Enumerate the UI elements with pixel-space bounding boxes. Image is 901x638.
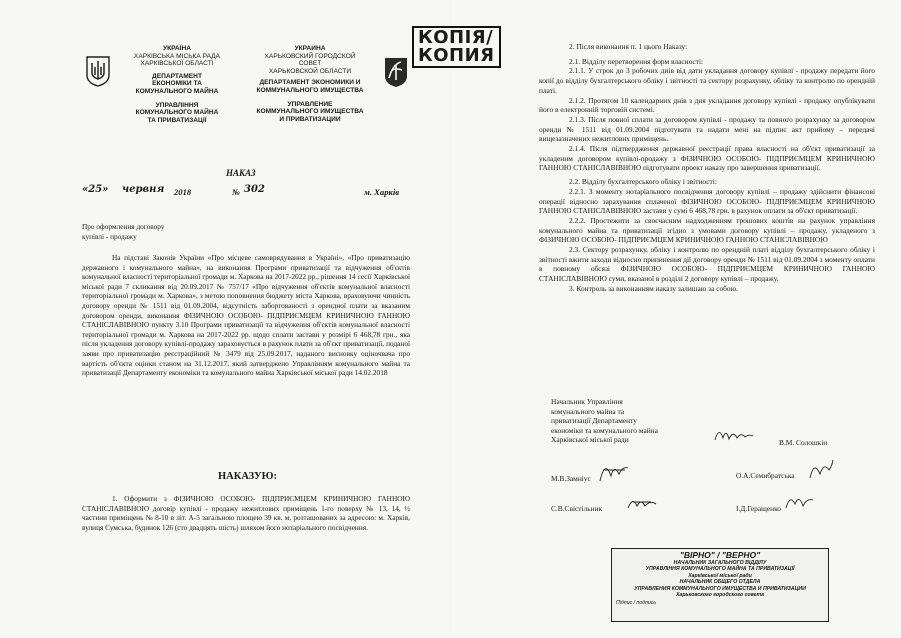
header-line: И ПРИВАТИЗАЦИИ bbox=[279, 115, 341, 123]
header-line: КОММУНАЛЬНОГО ИМУЩЕСТВА bbox=[256, 108, 364, 116]
stamp-line: УПРАВЛІННЯ КОМУНАЛЬНОГО МАЙНА ТА ПРИВАТИЗАЦІЇ bbox=[645, 566, 795, 573]
subject-line: купівлі - продажу bbox=[82, 231, 137, 241]
city: м. Харків bbox=[364, 187, 400, 197]
subject-line: Про оформлення договору bbox=[82, 222, 165, 231]
header-line: ХАРЬКОВСКОЙ ОБЛАСТИ bbox=[268, 67, 352, 75]
head-signature bbox=[711, 422, 755, 448]
header-line: УКРАИНА bbox=[294, 45, 326, 52]
header-line: КОМУНАЛЬНОГО МАЙНА bbox=[135, 87, 219, 95]
order-title: НАКАЗ bbox=[226, 168, 256, 178]
order-page-2 bbox=[451, 0, 901, 638]
head-name: В.М. Солошкін bbox=[779, 438, 828, 447]
header-ukrainian bbox=[118, 45, 236, 124]
date-day: 25 bbox=[88, 184, 103, 195]
paragraph-2-1-2: 2.1.2. Протягом 10 календарних днів з дня укладання договору купівлі - продажу опублікувати його в електронній торговій системі. bbox=[539, 95, 875, 115]
ukraine-trident-icon bbox=[84, 55, 112, 87]
header-line: ХАРКІВСЬКОЇ ОБЛАСТІ bbox=[140, 60, 214, 68]
approver-signature bbox=[807, 456, 835, 482]
signatory-line: комунального майна та bbox=[551, 406, 625, 416]
paragraph-2-1-3: 2.1.3. Після повної сплати за договором купівлі - продажу та повного розрахунку за договором оренди № 1511 від 01.09.2004 підготувати та надати мені на підпис акт прийому – передачі вищезазначених нежитлових приміщень. bbox=[539, 114, 875, 144]
header-line: КОММУНАЛЬНОГО ИМУЩЕСТВА bbox=[256, 86, 364, 94]
item-1 bbox=[82, 494, 410, 532]
instructions-block bbox=[539, 42, 875, 294]
signatory-line: Начальник Управління bbox=[551, 397, 623, 406]
header-line: КОМУНАЛЬНОГО МАЙНА bbox=[135, 109, 219, 117]
command-title: НАКАЗУЮ: bbox=[218, 471, 277, 482]
header-line: ДЕПАРТАМЕНТ ЭКОНОМИКИ И bbox=[259, 79, 361, 87]
paragraph-2: 2. Після виконання п. 1 цього Наказу: bbox=[569, 42, 688, 51]
approver-name: М.В.Замніус bbox=[551, 474, 591, 483]
paragraph-2-1-4: 2.1.4. Після підтвердження державної реєстрації права власності на об'єкт приватизації за укладеним договором купівлі-продажу з ФІЗИЧНОЮ ОСОБОЮ- ПІДПРИЄМЦЕМ КРИНИЧНОЮ ГАННОЮ СТАНІСЛАВІВНОЮ підготувати проект наказу про завершення приватизації. bbox=[539, 144, 875, 173]
date-year: 2018 bbox=[174, 187, 192, 197]
header-russian bbox=[240, 45, 380, 123]
stamp-line: Підпис / подпись bbox=[616, 600, 657, 607]
signatory-line: Харківської міської ради bbox=[551, 435, 629, 445]
paragraph-2-2-1: 2.2.1. З моменту нотаріального посвідчення договору купівлі – продажу здійснити фінансові операції відносно зарахування сплаченої ФІЗИЧНОЮ ОСОБОЮ- ПІДПРИЄМЦЕМ КРИНИЧНОЮ ГАННОЮ СТАНІСЛАВІВНОЮ застави у сумі 6 468,78 грн. в рахунок оплати за об'єкт приватизації. bbox=[539, 186, 875, 216]
order-date-line: «25» червня 2018 № 302 м. Харків bbox=[82, 184, 400, 197]
stamp-line: КОПИЯ bbox=[418, 45, 495, 66]
header-line: УКРАЇНА bbox=[162, 45, 192, 52]
item-1-text: 1. Оформити з ФІЗИЧНОЮ ОСОБОЮ- ПІДПРИЄМЦЕМ КРИНИЧНОЮ ГАННОЮ СТАНІСЛАВІВНОЮ договір купівлі - продажу нежитлових приміщень 1-го поверху № 13, 14, ½ частини приміщень № 8-10 в літ. А-5 загальною площею 39 кв. м, розташованих за адресою: м. Харків, вулиця Сумська, будинок 126 (сто двадцять шість) шляхом його нотаріального посвідчення. bbox=[82, 494, 410, 532]
header-line: ХАРКІВСЬКА МІСЬКА РАДА bbox=[133, 52, 221, 60]
header-line: ДЕПАРТАМЕНТ bbox=[152, 72, 202, 80]
stamp-line: Харьковского городского совета bbox=[675, 592, 765, 599]
approver-name: С.В.Свістільник bbox=[551, 504, 603, 513]
kharkiv-emblem-icon bbox=[383, 56, 409, 88]
paragraph-3: 3. Контроль за виконанням наказу залишаю за собою. bbox=[569, 283, 738, 293]
stamp-line: КОПІЯ/ bbox=[418, 27, 494, 48]
paragraph-2-1: 2.1. Відділу перетворення форм власності: bbox=[569, 56, 704, 66]
paragraph-2-1-1: 2.1.1. У строк до 3 робочих днів від дати укладання договору купівлі - продажу передати його копії до відділу бухгалтерського обліку і звітності та сектору розрахунку, обліку та контролю по орендній платі. bbox=[539, 66, 875, 95]
copy-stamp bbox=[412, 26, 532, 70]
header-line: ЕКОНОМІКИ ТА bbox=[152, 80, 202, 88]
header-line: ТА ПРИВАТИЗАЦІЇ bbox=[147, 116, 207, 124]
signatory-line: економіки та комунального майна bbox=[551, 425, 658, 435]
preamble-text: На підставі Законів України «Про місцеве самоврядування в Україні», «Про приватизацію державного і комунального майна», на виконання Програми приватизації та відчуження об'єктів комунальної власності територіальної громади м. Харкова на 2017-2022 рр., рішення 14 сесії Харківської міської ради 7 скликання від 20.09.2017 № 757/17 «Про відчуження об'єктів комунальної власності територіальної громади м. Харкова», з метою поповнення бюджету міста Харкова, враховуючи чинність договору оренди № 1511 від 01.09.2004, відсутність заборгованості з орендної плати за вказаним договором оренди, виконання ФІЗИЧНОЮ ОСОБОЮ- ПІДПРИЄМЦЕМ КРИНИЧНОЮ ГАННОЮ СТАНІСЛАВІВНОЮ пункту 3.10 Програми приватизації та відчуження об'єктів комунальної власності територіальної громади м. Харкова на 2017-2022 рр. щодо сплати застави у розмірі 6 468,78 грн., яка після укладення договору купівлі-продажу зараховується в рахунок плати за об'єкт приватизації, поданої заяви про приватизацію реєстраційний № 3479 від 25.09.2017, наданого висновку оціночвача про вартість об'єкта оцінки станом на 31.12.2017, який затверджено Управлінням комунального майна та приватизації Департаменту економіки та комунального майна Харківської міської ради 14.02.2018 bbox=[82, 253, 410, 378]
signatory-block bbox=[551, 397, 658, 445]
header-line: УПРАВЛІННЯ bbox=[155, 101, 199, 109]
header-line: СОВЕТ bbox=[298, 60, 322, 68]
order-subject bbox=[82, 222, 282, 241]
stamp-line: "ВІРНО" / "ВЕРНО" bbox=[679, 550, 761, 560]
verified-copy-stamp bbox=[611, 548, 829, 622]
stamp-line: НАЧАЛЬНИК ОБЩЕГО ОТДЕЛА bbox=[679, 579, 761, 586]
approver-name: І.Д.Геращенко bbox=[736, 504, 781, 513]
paragraph-2-2: 2.2. Відділу бухгалтерського обліку і звітності: bbox=[569, 177, 717, 187]
number-prefix: № bbox=[232, 187, 240, 197]
stamp-line: УПРАВЛЕНИЯ КОММУНАЛЬНОГО ИМУЩЕСТВА И ПРИВАТИЗАЦИИ bbox=[634, 585, 806, 592]
approver-signature bbox=[597, 456, 631, 486]
date-month: червня bbox=[122, 184, 165, 195]
stamp-line: Харківської міської ради bbox=[688, 572, 752, 579]
stamp-line: НАЧАЛЬНИК ЗАГАЛЬНОГО ВІДДІЛУ bbox=[673, 560, 767, 566]
approver-signature bbox=[783, 490, 817, 514]
approver-signature bbox=[625, 492, 659, 514]
signatory-line: приватизації Департаменту bbox=[551, 416, 637, 426]
header-line: ХАРЬКОВСКИЙ ГОРОДСКОЙ bbox=[264, 52, 356, 60]
paragraph-2-2-2: 2.2.2. Простежити за своєчасним надходженням грошових коштів на рахунок управління комунального майна та приватизації згідно з умовами договору купівлі – продажу, укладеного з ФІЗИЧНОЮ ОСОБОЮ- ПІДПРИЄМЦЕМ КРИНИЧНОЮ ГАННОЮ СТАНІСЛАВІВНОЮ bbox=[539, 215, 875, 245]
paragraph-2-3: 2.3. Сектору розрахунку, обліку і контролю по орендній платі відділу бухгалтерського обліку і звітності вжити заходи відносно припинення дії договору оренди № 1511 від 01.09.2004 з моменту оплати в повному обсязі ФІЗИЧНОЮ ОСОБОЮ- ПІДПРИЄМЦЕМ КРИНИЧНОЮ ГАННОЮ СТАНІСЛАВІВНОЮ суми, вказаної в розділі 2 договору купівлі – продажу. bbox=[539, 245, 875, 284]
approver-name: О.А.Семибратська bbox=[736, 471, 795, 480]
order-number: 302 bbox=[244, 184, 265, 195]
header-line: УПРАВЛЕНИЕ bbox=[287, 100, 333, 108]
preamble bbox=[82, 253, 410, 378]
